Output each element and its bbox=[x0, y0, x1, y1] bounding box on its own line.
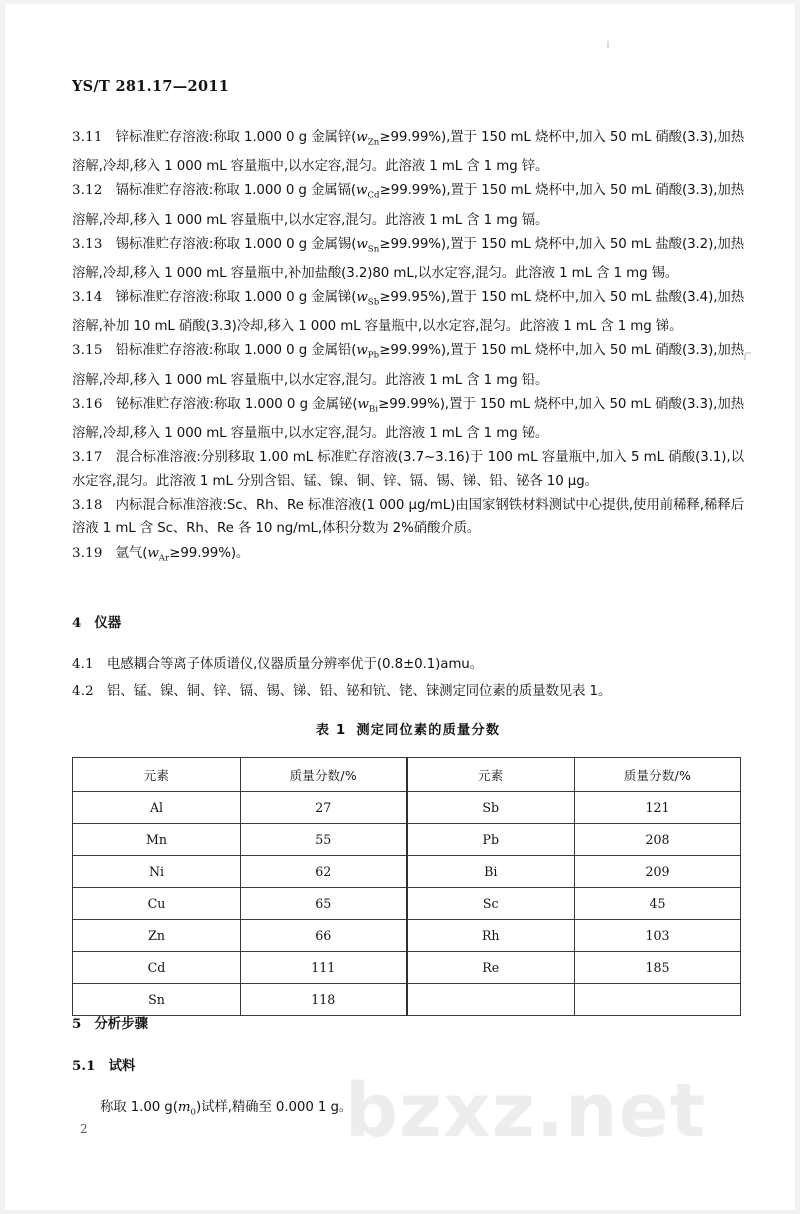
clause-subscript: Bi bbox=[368, 404, 379, 415]
cell-element-right: Sc bbox=[407, 888, 575, 920]
section-4-number: 4 bbox=[72, 615, 82, 631]
clause-subscript: Sn bbox=[367, 244, 380, 255]
cell-value-left: 55 bbox=[241, 824, 407, 856]
table-row bbox=[73, 984, 741, 1016]
clause-number: 3.13 bbox=[72, 236, 103, 252]
clause-number: 4.1 bbox=[72, 657, 94, 672]
clause-number: 3.16 bbox=[72, 396, 103, 412]
table-row bbox=[73, 952, 741, 984]
section-5-1-heading bbox=[72, 1055, 744, 1074]
column-header-element-right: 元素 bbox=[407, 758, 575, 792]
clause-symbol: w bbox=[147, 545, 159, 561]
column-header-massfraction-right: 质量分数/% bbox=[575, 758, 741, 792]
column-header-massfraction-left: 质量分数/% bbox=[241, 758, 407, 792]
section-5-heading bbox=[72, 1013, 744, 1032]
clause-number: 3.15 bbox=[72, 343, 103, 359]
clause-text: 铝、锰、镍、铜、锌、镉、锡、锑、铅、铋和钪、铑、铼测定同位素的质量数见表 1。 bbox=[106, 683, 612, 699]
clause-3-14 bbox=[72, 286, 744, 339]
cell-value-right: 103 bbox=[575, 920, 741, 952]
clause-text-after: ≥99.95%),置于 150 mL 烧杯中,加入 50 mL 盐酸(3.4),加热溶解,补加 10 mL 硝酸(3.3)冷却,移入 1 000 mL 容量瓶中,以水定容,混匀。此溶液 1 mL 含 1 mg 锑。 bbox=[72, 290, 744, 335]
clause-text-before: 锌标准贮存溶液:称取 1.000 0 g 金属锌( bbox=[115, 130, 357, 145]
clause-text-before: 锡标准贮存溶液:称取 1.000 0 g 金属锡( bbox=[115, 236, 357, 252]
scan-edge-top bbox=[0, 0, 800, 4]
section-4-items bbox=[72, 653, 744, 704]
clause-number: 3.18 bbox=[72, 497, 103, 513]
clause-text-before: 氩气( bbox=[115, 545, 148, 561]
clause-3-17 bbox=[72, 446, 744, 493]
clause-number: 3.19 bbox=[72, 545, 103, 561]
table-row bbox=[73, 888, 741, 920]
clause-text-before: 铋标准贮存溶液:称取 1.000 0 g 金属铋( bbox=[115, 396, 358, 412]
sample-subscript: 0 bbox=[190, 1107, 197, 1118]
cell-value-left: 27 bbox=[241, 792, 407, 824]
clause-symbol: w bbox=[356, 130, 368, 145]
clause-3-12 bbox=[72, 179, 744, 232]
standard-code-header: YS/T 281.17—2011 bbox=[72, 78, 230, 95]
scan-edge-left bbox=[0, 0, 5, 1214]
table-row bbox=[73, 856, 741, 888]
cell-element-right: Rh bbox=[407, 920, 575, 952]
cell-value-left: 111 bbox=[241, 952, 407, 984]
clause-4-2 bbox=[72, 680, 744, 704]
scan-speck bbox=[607, 41, 609, 48]
clause-text-after: ≥99.99%),置于 150 mL 烧杯中,加入 50 mL 硝酸(3.3),加热溶解,冷却,移入 1 000 mL 容量瓶中,以水定容,混匀。此溶液 1 mL 含 1 mg 锌。 bbox=[72, 130, 744, 175]
scan-edge-bottom bbox=[0, 1210, 800, 1214]
cell-element-right: Re bbox=[407, 952, 575, 984]
table-row bbox=[73, 824, 741, 856]
clause-subscript: Sb bbox=[367, 297, 380, 308]
table-caption-label: 表 1 bbox=[315, 723, 347, 738]
scan-edge-right bbox=[795, 0, 800, 1214]
scan-speck bbox=[744, 354, 746, 360]
clause-symbol: w bbox=[356, 183, 368, 199]
clause-4-1 bbox=[72, 653, 744, 677]
clause-symbol: w bbox=[356, 290, 368, 306]
cell-value-left: 65 bbox=[241, 888, 407, 920]
section-5-title: 分析步骤 bbox=[94, 1017, 148, 1032]
table-header-row bbox=[73, 758, 741, 792]
cell-value-right bbox=[575, 984, 741, 1016]
clause-text-after: ≥99.99%),置于 150 mL 烧杯中,加入 50 mL 硝酸(3.3),加热溶解,冷却,移入 1 000 mL 容量瓶中,以水定容,混匀。此溶液 1 mL 含 1 mg 镉。 bbox=[72, 183, 744, 228]
clause-text-before: 镉标准贮存溶液:称取 1.000 0 g 金属镉( bbox=[115, 183, 356, 199]
clause-symbol: w bbox=[356, 343, 368, 359]
clause-text-after: ≥99.99%),置于 150 mL 烧杯中,加入 50 mL 硝酸(3.3),加热溶解,冷却,移入 1 000 mL 容量瓶中,以水定容,混匀。此溶液 1 mL 含 1 mg 铋。 bbox=[72, 396, 744, 442]
cell-value-left: 118 bbox=[241, 984, 407, 1016]
table-row bbox=[73, 792, 741, 824]
sample-text-before: 称取 1.00 g( bbox=[100, 1100, 178, 1115]
clause-3-11 bbox=[72, 126, 744, 179]
clause-subscript: Zn bbox=[367, 137, 380, 148]
section-5-1-title: 试料 bbox=[108, 1059, 136, 1074]
sample-symbol: m bbox=[177, 1100, 191, 1115]
cell-element-right: Bi bbox=[407, 856, 575, 888]
cell-value-right: 185 bbox=[575, 952, 741, 984]
column-header-element-left: 元素 bbox=[73, 758, 241, 792]
section-5-1-number: 5.1 bbox=[72, 1058, 96, 1074]
cell-value-right: 208 bbox=[575, 824, 741, 856]
clause-3-16 bbox=[72, 393, 744, 446]
section-5-number: 5 bbox=[72, 1016, 82, 1032]
cell-element-left: Cd bbox=[73, 952, 241, 984]
clause-text-after: ≥99.99%)。 bbox=[169, 545, 250, 561]
clause-text: 混合标准溶液:分别移取 1.00 mL 标准贮存溶液(3.7~3.16)于 100 mL 容量瓶中,加入 5 mL 硝酸(3.1),以水定容,混匀。此溶液 1 mL 分别含铝、锰、镍、铜、锌、镉、锡、锑、铅、铋各 10 μg。 bbox=[72, 450, 744, 489]
clause-text-after: ≥99.99%),置于 150 mL 烧杯中,加入 50 mL 盐酸(3.2),加热溶解,冷却,移入 1 000 mL 容量瓶中,补加盐酸(3.2)80 mL,以水定容,混匀。此溶液 1 mL 含 1 mg 锡。 bbox=[72, 236, 744, 281]
clause-number: 3.11 bbox=[72, 130, 103, 145]
clause-text: 内标混合标准溶液:Sc、Rh、Re 标准溶液(1 000 μg/mL)由国家钢铁材料测试中心提供,使用前稀释,稀释后溶液 1 mL 含 Sc、Rh、Re 各 10 ng/mL,体积分数为 2%硝酸介质。 bbox=[72, 497, 744, 537]
cell-value-right: 45 bbox=[575, 888, 741, 920]
cell-element-left: Al bbox=[73, 792, 241, 824]
clause-3-15 bbox=[72, 339, 744, 392]
cell-value-right: 209 bbox=[575, 856, 741, 888]
isotope-mass-table bbox=[72, 757, 741, 1016]
clause-symbol: w bbox=[356, 236, 368, 252]
section-4-heading bbox=[72, 612, 744, 631]
clause-3-18 bbox=[72, 494, 744, 541]
clause-text-after: ≥99.99%),置于 150 mL 烧杯中,加入 50 mL 硝酸(3.3),加热溶解,冷却,移入 1 000 mL 容量瓶中,以水定容,混匀。此溶液 1 mL 含 1 mg 铅。 bbox=[72, 343, 744, 388]
clause-symbol: w bbox=[357, 396, 369, 412]
cell-element-left: Cu bbox=[73, 888, 241, 920]
sample-text-after: )试样,精确至 0.000 1 g。 bbox=[196, 1100, 353, 1115]
page-number: 2 bbox=[80, 1122, 88, 1136]
clause-number: 3.14 bbox=[72, 290, 103, 306]
cell-element-left: Mn bbox=[73, 824, 241, 856]
cell-value-left: 66 bbox=[241, 920, 407, 952]
clause-subscript: Ar bbox=[158, 553, 170, 564]
section-4-title: 仪器 bbox=[94, 616, 122, 631]
clause-subscript: Cd bbox=[367, 191, 380, 202]
clause-subscript: Pb bbox=[367, 351, 380, 362]
cell-element-left: Zn bbox=[73, 920, 241, 952]
cell-element-right: Pb bbox=[407, 824, 575, 856]
clause-text-before: 锑标准贮存溶液:称取 1.000 0 g 金属锑( bbox=[115, 290, 357, 306]
cell-element-left: Ni bbox=[73, 856, 241, 888]
table-1-caption bbox=[72, 719, 744, 738]
cell-element-right bbox=[407, 984, 575, 1016]
cell-value-right: 121 bbox=[575, 792, 741, 824]
table-caption-title: 测定同位素的质量分数 bbox=[356, 723, 501, 738]
clauses-block bbox=[72, 126, 744, 571]
watermark: bzxz.net bbox=[345, 1068, 707, 1154]
cell-element-left: Sn bbox=[73, 984, 241, 1016]
clause-number: 4.2 bbox=[72, 683, 94, 699]
table-row bbox=[73, 920, 741, 952]
clause-number: 3.17 bbox=[72, 450, 103, 466]
clause-number: 3.12 bbox=[72, 183, 103, 199]
clause-3-19 bbox=[72, 542, 744, 571]
cell-element-right: Sb bbox=[407, 792, 575, 824]
clause-3-13 bbox=[72, 233, 744, 286]
table-1-wrapper bbox=[72, 757, 744, 1016]
clause-text-before: 铅标准贮存溶液:称取 1.000 0 g 金属铅( bbox=[115, 343, 357, 359]
clause-text: 电感耦合等离子体质谱仪,仪器质量分辨率优于(0.8±0.1)amu。 bbox=[106, 657, 483, 672]
section-5-1-body bbox=[72, 1096, 744, 1126]
cell-value-left: 62 bbox=[241, 856, 407, 888]
